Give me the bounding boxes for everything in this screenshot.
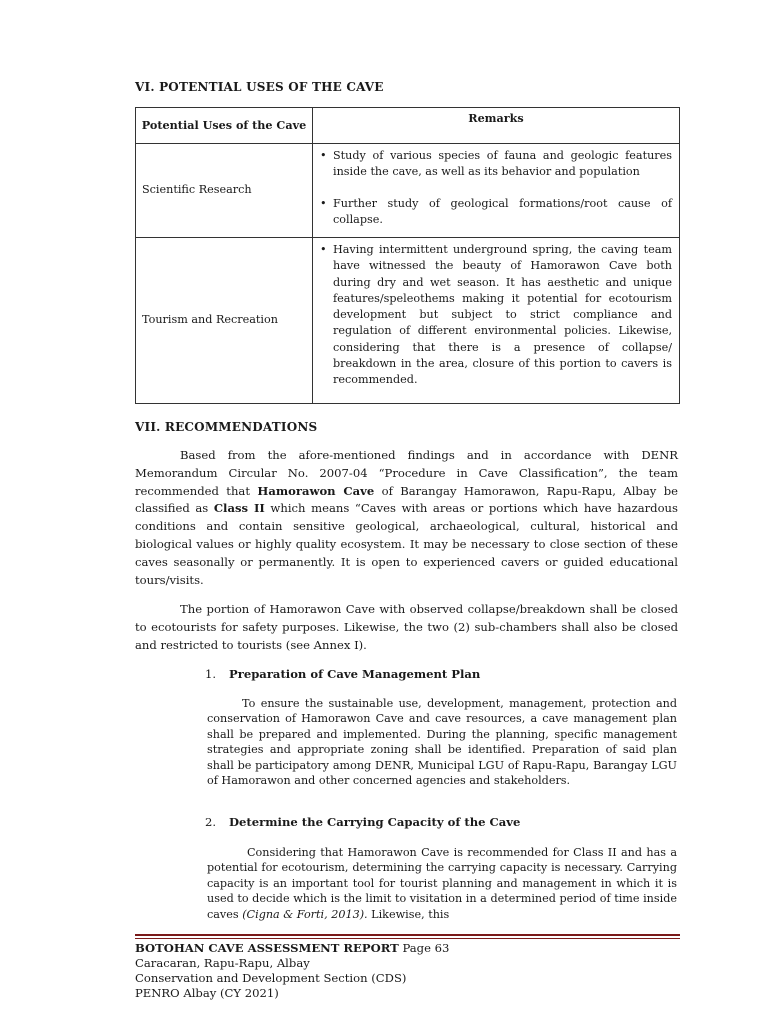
recommendation-paragraph-1: Based from the afore-mentioned findings and in accordance with DENR Memorandum Circular No. 2007-04 “Procedure in Cave Classification”, the team recommended that Hamorawon Cave of Barangay Hamorawon, Rapu-Rapu, Albay be classified as Class II which means “Caves with areas or portions which have hazardous conditions and contain sensitive geological, archaeological, cultural, historical and biological values or highly quality ecosystem. It may be necessary to close section of these caves seasonally or permanently. It is open to experienced cavers or guided educational tours/visits. xyxy=(135,448,678,587)
item-text-carrying-capacity: Considering that Hamorawon Cave is recommended for Class II and has a potential for ecotourism, determining the carrying capacity is necessary. Carrying capacity is an important tool for tourist planning and management in which it is used to decide which is the limit to visitation in a determined period of time inside caves (Cigna & Forti, 2013). Likewise, this xyxy=(207,846,677,921)
footer-section: Conservation and Development Section (CDS) xyxy=(135,971,407,985)
item-heading-management-plan xyxy=(205,667,480,681)
list-item: • Having intermittent underground spring, the caving team have witnessed the beauty of Hamorawon Cave both during dry and wet season. It has aesthetic and unique features/speleothems making it potential for ecotourism development but subject to strict compliance and regulation of different environmental policies. Likewise, considering that there is a presence of collapse/ breakdown in the area, closure of this portion to cavers is recommended. xyxy=(319,242,672,389)
table-row xyxy=(136,144,680,238)
item-number: 1. xyxy=(205,667,217,681)
table-header-row xyxy=(136,108,680,144)
col-header-potential-uses: Potential Uses of the Cave xyxy=(136,108,313,144)
remarks-list xyxy=(319,242,672,389)
table-cell-remarks xyxy=(313,238,680,404)
item-heading-carrying-capacity xyxy=(205,815,520,829)
table-cell-use: Scientific Research xyxy=(136,144,313,238)
footer-location: Caracaran, Rapu-Rapu, Albay xyxy=(135,956,310,970)
remarks-list xyxy=(319,148,672,228)
item-number: 2. xyxy=(205,815,217,829)
list-item: • Further study of geological formations/root cause of collapse. xyxy=(319,196,672,229)
item-text-management-plan: To ensure the sustainable use, development, management, protection and conservation of Hamorawon Cave and cave resources, a cave management plan shall be prepared and implemented. During the planning, specific management strategies and appropriate zoning shall be identified. Preparation of said plan shall be participatory among DENR, Municipal LGU of Rapu-Rapu, Barangay LGU of Hamorawon and other concerned agencies and stakeholders. xyxy=(207,697,677,788)
table-row xyxy=(136,238,680,404)
footer-rule xyxy=(135,934,680,939)
page-number: Page 63 xyxy=(402,941,450,955)
potential-uses-table xyxy=(135,107,680,404)
section-heading-recommendations: VII. RECOMMENDATIONS xyxy=(135,420,318,434)
page-footer xyxy=(135,941,449,1001)
table-cell-use: Tourism and Recreation xyxy=(136,238,313,404)
recommendation-paragraph-2: The portion of Hamorawon Cave with observed collapse/breakdown shall be closed to ecotourists for safety purposes. Likewise, the two (2) sub-chambers shall also be closed and restricted to tourists (see Annex I). xyxy=(135,602,678,652)
col-header-remarks: Remarks xyxy=(313,108,680,144)
item-title: Determine the Carrying Capacity of the Cave xyxy=(229,815,521,829)
report-title: BOTOHAN CAVE ASSESSMENT REPORT xyxy=(135,941,399,955)
footer-office: PENRO Albay (CY 2021) xyxy=(135,986,279,1000)
item-title: Preparation of Cave Management Plan xyxy=(229,667,481,681)
table-cell-remarks xyxy=(313,144,680,238)
section-heading-potential-uses: VI. POTENTIAL USES OF THE CAVE xyxy=(135,80,384,94)
list-item: • Study of various species of fauna and geologic features inside the cave, as well as its behavior and population xyxy=(319,148,672,181)
